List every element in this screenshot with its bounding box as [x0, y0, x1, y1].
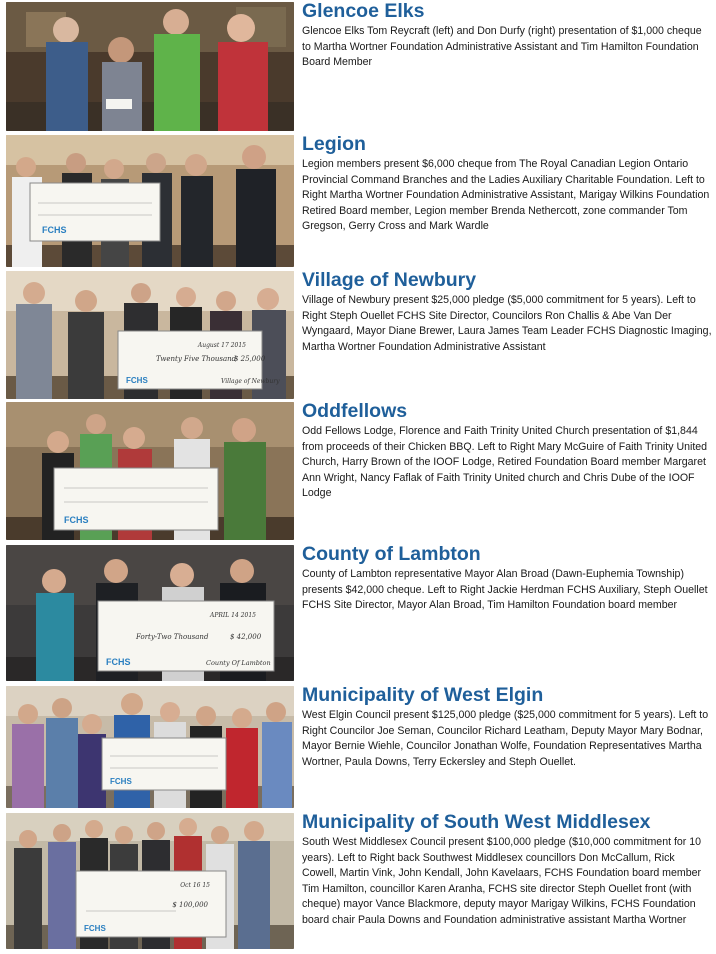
entry-title: Village of Newbury	[302, 269, 477, 291]
photo-oddfellows	[6, 402, 294, 540]
entry-description: Legion members present $6,000 cheque from The Royal Canadian Legion Ontario Provincial Command Branches and the Ladies Auxiliary Charitable Foundation. Left to Right Martha Wortner Foundation Administrative Assistant, Marigay Wilkins Foundation Retired Board member, Legion member Brenda Nethercott, zone commander Tom Gregson, Gerry Cross and Mark Wardle	[302, 158, 710, 233]
entry-title: Municipality of West Elgin	[302, 684, 544, 706]
photo-village-of-newbury	[6, 271, 294, 399]
svg-text:FCHS: FCHS	[110, 777, 132, 786]
entry-description: County of Lambton representative Mayor Alan Broad (Dawn-Euphemia Township) presents $42,000 cheque. Left to Right Jackie Herdman FCHS Auxiliary, Steph Ouellet FCHS Site Director, Mayor Alan Broad, Tim Hamilton Foundation board member	[302, 568, 708, 612]
photo-glencoe-elks	[6, 2, 294, 131]
svg-text:August 17 2015: August 17 2015	[197, 342, 246, 349]
svg-text:FCHS: FCHS	[106, 657, 131, 667]
photo-municipality-of-south-west-middlesex	[6, 813, 294, 949]
entry-description: Odd Fellows Lodge, Florence and Faith Trinity United Church presentation of $1,844 from proceeds of their Chicken BBQ. Left to Right Mary McGuire of Faith Trinity United Church, Harry Brown of the IOOF Lodge, Retired Foundation Board member Margaret Ann Wright, Nancy Faflak of Faith Trinity United church and Chris Dube of the IOOF Lodge	[302, 425, 708, 500]
svg-text:APRIL 14 2015: APRIL 14 2015	[210, 612, 256, 619]
svg-text:FCHS: FCHS	[84, 924, 106, 933]
entry-title: Glencoe Elks	[302, 0, 425, 22]
entry-description: South West Middlesex Council present $100,000 pledge ($10,000 commitment for 10 years). Left to Right back Southwest Middlesex councillors Don McCallum, Rick Cowell, Martin Vink, John Kendall, John Kavelaars, FCHS Foundation board member Tim Hamilton, councillor Karen Aranha, FCHS site director Steph Ouellet front (with cheque) mayor Vance Blackmore, deputy mayor Marigay Wilkins, FCHS Foundation board chair Paula Downs and Foundation administrative assistant Martha Wortner	[302, 836, 702, 926]
entry-title: County of Lambton	[302, 543, 481, 565]
entry-description: Glencoe Elks Tom Reycraft (left) and Don Durfy (right) presentation of $1,000 cheque to Martha Wortner Foundation Administrative Assistant and Tim Hamilton Foundation Board Member	[302, 25, 702, 69]
entry-title: Legion	[302, 133, 366, 155]
svg-text:$ 42,000: $ 42,000	[230, 633, 262, 641]
svg-text:Oct 16 15: Oct 16 15	[180, 882, 210, 889]
photo-legion	[6, 135, 294, 267]
entry-description: West Elgin Council present $125,000 pledge ($25,000 commitment for 5 years). Left to Right Councilor Joe Seman, Councilor Richard Leatham, Deputy Mayor Mary Bodnar, Mayor Bernie Wiehle, Councilor Jonathan Wolfe, Foundation Representatives Martha Wortner, Paula Downs, Terry Eckersley and Steph Ouellet.	[302, 709, 709, 768]
entry-description: Village of Newbury present $25,000 pledge ($5,000 commitment for 5 years). Left to Right Steph Ouellet FCHS Site Director, Councilors Ron Challis & Abe Van Der Wyngaard, Mayor Diane Brewer, Laura James Team Leader FCHS Diagnostic Imaging, Martha Wortner Foundation Administrative Assistant	[302, 294, 712, 353]
svg-text:FCHS: FCHS	[126, 376, 148, 385]
photo-municipality-of-west-elgin	[6, 686, 294, 808]
photo-county-of-lambton	[6, 545, 294, 681]
svg-text:$ 100,000: $ 100,000	[172, 901, 208, 909]
svg-text:FCHS: FCHS	[64, 515, 89, 525]
svg-text:$ 25,000: $ 25,000	[234, 355, 266, 363]
entry-title: Oddfellows	[302, 400, 408, 422]
svg-text:Forty-Two Thousand: Forty-Two Thousand	[136, 633, 209, 641]
entry-title: Municipality of South West Middlesex	[302, 811, 651, 833]
svg-text:Twenty Five Thousand: Twenty Five Thousand	[156, 355, 237, 363]
svg-text:FCHS: FCHS	[42, 225, 67, 235]
svg-text:Village of Newbury: Village of Newbury	[221, 378, 280, 385]
svg-text:County Of Lambton: County Of Lambton	[206, 659, 271, 667]
